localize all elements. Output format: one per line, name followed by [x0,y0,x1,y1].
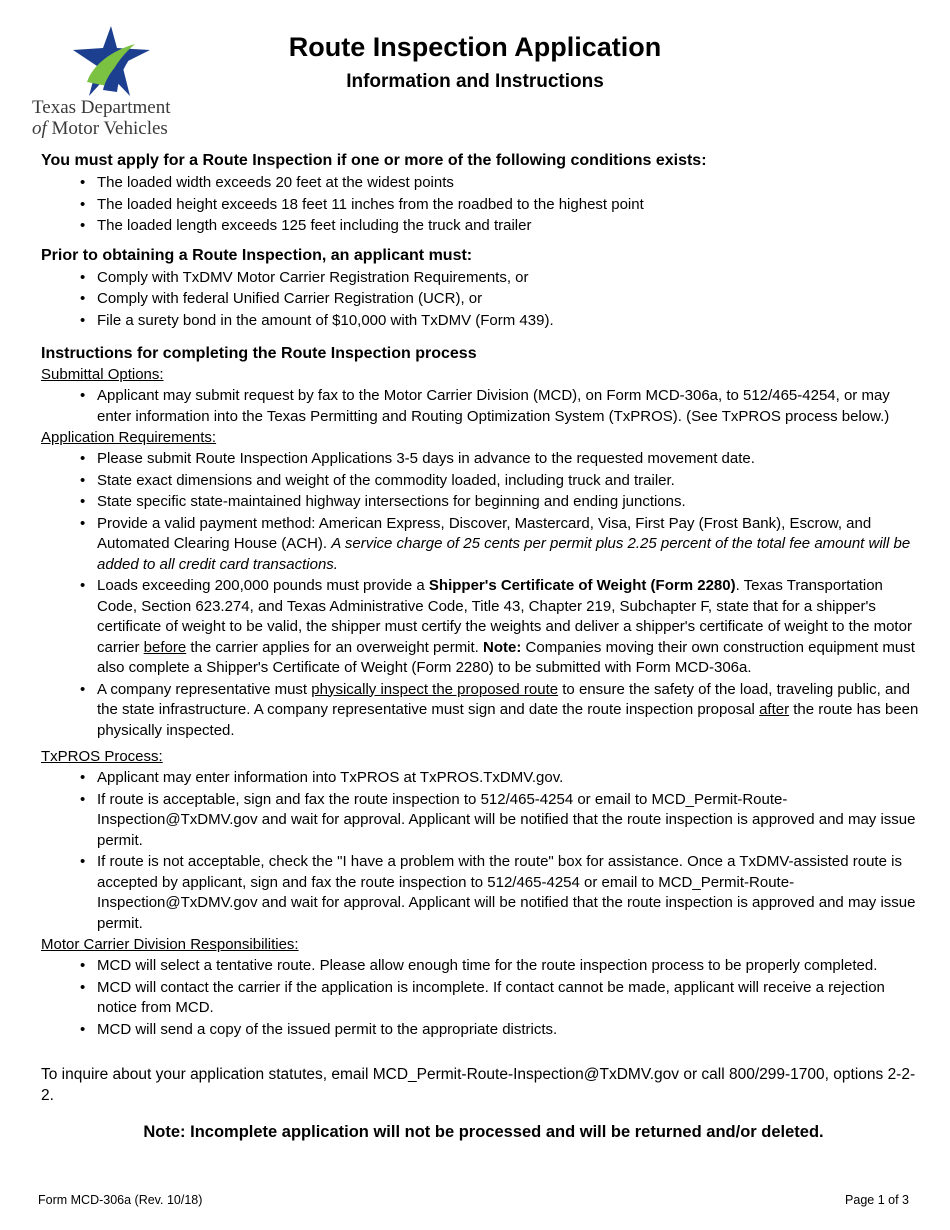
list-item: • The loaded length exceeds 125 feet including the truck and trailer [97,216,926,237]
logo-line-2 [32,119,168,139]
logo-motor-vehicles: Motor Vehicles [46,118,168,139]
requirements-list [41,449,926,741]
application-requirements-label: Application Requirements: [41,429,217,446]
inspect-text-a: A company representative must [97,680,312,698]
page-subtitle: Information and Instructions [346,71,604,92]
list-item [97,680,926,742]
before-text: before [143,638,187,656]
conditions-heading: You must apply for a Route Inspection if one or more of the following conditions exists: [41,152,707,169]
payment-text: Provide a valid payment method: American Express, Discover, Mastercard, Visa, First Pay (Frost Bank), Escrow, and Automated Clearing House (ACH). [97,514,872,552]
page-number: Page 1 of 3 [845,1193,909,1207]
list-item: • Applicant may enter information into TxPROS at TxPROS.TxDMV.gov. [97,768,926,789]
service-charge-text: A service charge of 25 cents per permit plus 2.25 percent of the total fee amount will be added to all credit card transactions. [97,535,911,573]
conditions-list [41,173,926,237]
list-item: • MCD will contact the carrier if the application is incomplete. If contact cannot be made, applicant will receive a rejection notice from MCD. [97,978,926,1019]
weight-text-b: . Texas Transportation Code, Section 623.274, and Texas Administrative Code, Title 43, Chapter 219, Subchapter F, state that for a shipper's certificate of weight to be valid, the shipper must certify the weights and deliver a shipper's certificate of weight to the motor carrier [97,577,912,656]
page-title: Route Inspection Application [288,32,662,62]
note-label: Note: [483,638,522,656]
list-item [97,514,926,576]
after-text: after [759,701,790,718]
list-item: • Applicant may submit request by fax to the Motor Carrier Division (MCD), on Form MCD-306a, to 512/465-4254, or may enter information into the Texas Permitting and Routing Optimization System (TxPROS). (See TxPROS process below.) [97,386,926,427]
submittal-options-label: Submittal Options: [41,366,164,383]
form-2280-label: Shipper's Certificate of Weight (Form 2280) [428,577,736,594]
prior-heading: Prior to obtaining a Route Inspection, an applicant must: [41,246,473,264]
list-item: • Comply with federal Unified Carrier Registration (UCR), or [97,289,926,310]
incomplete-note: Note: Incomplete application will not be processed and will be returned and/or deleted. [143,1123,824,1141]
list-item: • File a surety bond in the amount of $10,000 with TxDMV (Form 439). [97,311,926,332]
weight-text-d: Companies moving their own construction equipment must also complete a Shipper's Certificate of Weight (Form 2280) to be submitted with Form MCD-306a. [97,638,915,676]
list-item: • If route is acceptable, sign and fax the route inspection to 512/465-4254 or email to MCD_Permit-Route-Inspection@TxDMV.gov and wait for approval. Applicant will be notified that the route inspection is approved and may issue permit. [97,790,926,852]
form-number: Form MCD-306a (Rev. 10/18) [38,1193,203,1207]
inspect-text-c: the route has been physically inspected. [97,701,919,739]
document-body [41,150,926,1142]
list-item: • The loaded width exceeds 20 feet at the widest points [97,173,926,194]
mcd-responsibilities-label: Motor Carrier Division Responsibilities: [41,936,299,953]
list-item: • If route is not acceptable, check the "I have a problem with the route" box for assistance. Once a TxDMV-assisted route is accepted by applicant, sign and fax the route inspection to 512/465-4254 or email to MCD_Permit-Route-Inspection@TxDMV.gov and wait for approval. Applicant will be notified that the route inspection is approved and may issue permit. [97,852,926,934]
inspect-route-text: physically inspect the proposed route [311,680,559,698]
weight-text-c: the carrier applies for an overweight permit. [186,638,484,656]
list-item: • State specific state-maintained highway intersections for beginning and ending junctions. [97,492,926,513]
txpros-list [41,768,926,934]
inspect-text-b: to ensure the safety of the load, traveling public, and the state infrastructure. A company representative must sign and date the route inspection proposal [97,680,910,718]
list-item: • State exact dimensions and weight of the commodity loaded, including truck and trailer. [97,471,926,492]
submittal-list [41,386,926,427]
logo-of: of [32,118,47,139]
list-item: • The loaded height exceeds 18 feet 11 inches from the roadbed to the highest point [97,195,926,216]
list-item [97,576,926,679]
list-item: • Comply with TxDMV Motor Carrier Registration Requirements, or [97,268,926,289]
txpros-process-label: TxPROS Process: [41,748,163,765]
list-item: • MCD will select a tentative route. Please allow enough time for the route inspection process to be properly completed. [97,956,926,977]
logo-line-1: Texas Department [32,97,171,118]
weight-text-a: Loads exceeding 200,000 pounds must provide a [97,577,429,594]
list-item: • MCD will send a copy of the issued permit to the appropriate districts. [97,1020,926,1041]
inquiry-text: To inquire about your application statutes, email MCD_Permit-Route-Inspection@TxDMV.gov or call 800/299-1700, options 2-2-2. [41,1066,916,1104]
mcd-list [41,956,926,1040]
prior-list [41,268,926,332]
list-item: • Please submit Route Inspection Applications 3-5 days in advance to the requested movement date. [97,449,926,470]
instructions-heading: Instructions for completing the Route Inspection process [41,345,477,362]
